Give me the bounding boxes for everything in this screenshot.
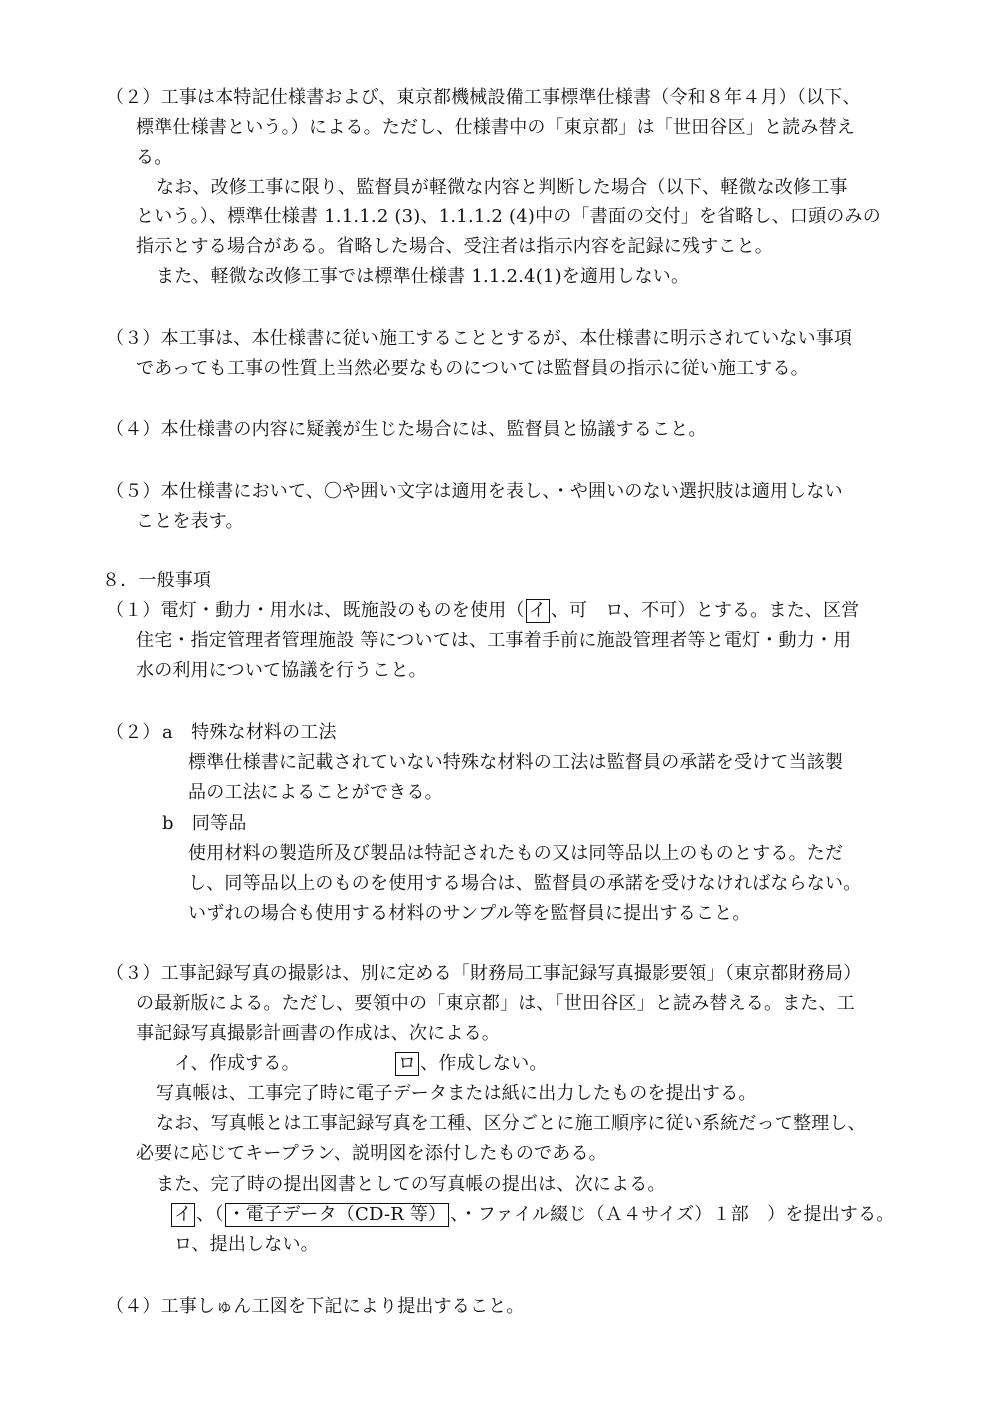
item-2-line-7: また、軽微な改修工事では標準仕様書 1.1.2.4(1)を適用しない。 [156, 266, 690, 287]
item-2-line-1: （２）工事は本特記仕様書および、東京都機械設備工事標準仕様書（令和８年４月）（以下、 [106, 87, 861, 108]
item-2-line-2: 標準仕様書という。）による。ただし、仕様書中の「東京都」は「世田谷区」と読み替え [136, 117, 855, 138]
sec8-item-3-line-2: の最新版による。ただし、要領中の「東京都」は、「世田谷区」と読み替える。また、工 [136, 993, 855, 1014]
sec8-item-3-line-1: （３）工事記録写真の撮影は、別に定める「財務局工事記録写真撮影要領」（東京都財務局） [106, 963, 862, 984]
selected-option-box: イ [171, 1203, 195, 1227]
selected-electronic-data-box: ・電子データ（CD-R 等） [225, 1203, 450, 1227]
submission-option-ro: ロ、提出しない。 [174, 1234, 319, 1255]
item-3-line-2: であっても工事の性質上当然必要なものについては監督員の指示に従い施工する。 [136, 358, 809, 379]
item-2-line-3: る。 [136, 147, 173, 168]
submission-option-i [170, 1201, 895, 1229]
item-3-line-1: （３）本工事は、本仕様書に従い施工することとするが、本仕様書に明示されていない事項 [106, 328, 853, 349]
item-5-line-1: （５）本仕様書において、〇や囲い文字は適用を表し、・や囲いのない選択肢は適用しない [106, 481, 843, 502]
sec8-item-2a-line-1: 標準仕様書に記載されていない特殊な材料の工法は監督員の承諾を受けて当該製 [188, 752, 844, 773]
selected-option-box: ロ [395, 1052, 419, 1076]
item-5-line-2: ことを表す。 [136, 511, 244, 532]
sec8-item-3-line-7: 必要に応じてキープラン、説明図を添付したものである。 [136, 1143, 607, 1164]
option-not-create-text: 、作成しない。 [420, 1053, 548, 1074]
sec8-item-3-line-8: また、完了時の提出図書としての写真帳の提出は、次による。 [156, 1174, 666, 1195]
selected-option-box: イ [526, 599, 550, 623]
item-2-line-4: なお、改修工事に限り、監督員が軽微な内容と判断した場合（以下、軽微な改修工事 [156, 177, 848, 198]
item-2-line-6: 指示とする場合がある。省略した場合、受注者は指示内容を記録に残すこと。 [136, 236, 773, 257]
submission-paren-open: 、（ [196, 1204, 224, 1225]
sec8-item-1-post: 、可 ロ、不可）とする。また、区営 [550, 600, 860, 621]
sec8-item-2b-line-2: し、同等品以上のものを使用する場合は、監督員の承諾を受けなければならない。 [188, 873, 862, 894]
item-2-line-5: という。）、標準仕様書 1.1.1.2 (3)、1.1.1.2 (4)中の「書面の交付」を省略し、口頭のみの [136, 206, 881, 227]
sec8-item-3-line-6: なお、写真帳とは工事記録写真を工種、区分ごとに施工順序に従い系統だって整理し、 [156, 1113, 866, 1134]
sec8-item-3-line-5: 写真帳は、工事完了時に電子データまたは紙に出力したものを提出する。 [156, 1083, 757, 1104]
sec8-item-2a-line-2: 品の工法によることができる。 [188, 782, 443, 803]
option-create: イ、作成する。 [174, 1053, 300, 1074]
sec8-item-2b-label: b 同等品 [162, 813, 247, 834]
sec8-item-1-line-2: 住宅・指定管理者管理施設 等については、工事着手前に施設管理者等と電灯・動力・用 [136, 630, 852, 651]
submission-rest: 、・ファイル綴じ（Ａ４サイズ）１部 ）を提出する。 [450, 1204, 895, 1225]
item-4-line-1: （４）本仕様書の内容に疑義が生じた場合には、監督員と協議すること。 [106, 419, 707, 440]
sec8-item-3-line-3: 事記録写真撮影計画書の作成は、次による。 [136, 1023, 500, 1044]
sec8-item-2b-line-3: いずれの場合も使用する材料のサンプル等を監督員に提出すること。 [188, 903, 751, 924]
sec8-item-2b-line-1: 使用材料の製造所及び製品は特記されたもの又は同等品以上のものとする。ただ [188, 843, 844, 864]
option-not-create [394, 1050, 548, 1078]
sec8-item-2-number: （２） [106, 722, 161, 743]
sec8-item-1-pre: （１）電灯・動力・用水は、既施設のものを使用（ [106, 600, 525, 621]
sec8-item-4-line-1: （４）工事しゅん工図を下記により提出すること。 [106, 1296, 525, 1317]
sec8-item-2a-label: a 特殊な材料の工法 [162, 722, 337, 743]
sec8-item-1-line-1 [106, 597, 860, 625]
sec8-item-1-line-3: 水の利用について協議を行うこと。 [136, 660, 427, 681]
section-8-heading: ８．一般事項 [102, 570, 212, 591]
